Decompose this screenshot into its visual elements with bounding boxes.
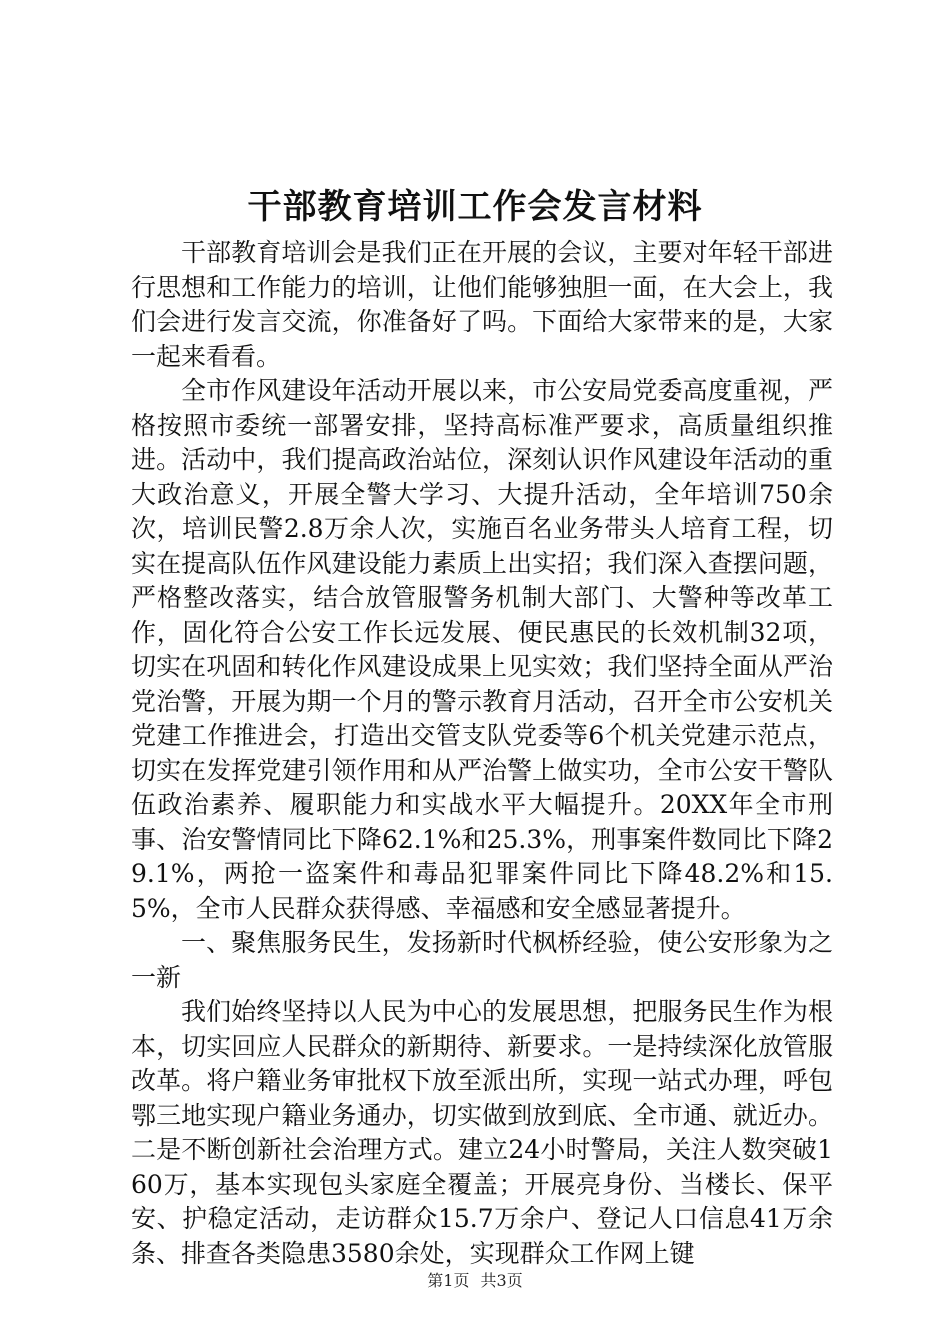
page-total: 共3页 (480, 1271, 523, 1290)
page-title: 干部教育培训工作会发言材料 (247, 187, 703, 227)
page-footer (0, 1270, 950, 1292)
paragraph-intro: 干部教育培训会是我们正在开展的会议，主要对年轻干部进行思想和工作能力的培训，让他们能够独胆一面，在大会上，我们会进行发言交流，你准备好了吗。下面给大家带来的是，大家一起来看看。 (131, 238, 833, 371)
page-number: 第1页 (427, 1271, 470, 1290)
paragraph-overview: 全市作风建设年活动开展以来，市公安局党委高度重视，严格按照市委统一部署安排，坚持高标准严要求，高质量组织推进。活动中，我们提高政治站位，深刻认识作风建设年活动的重大政治意义，开展全警大学习、大提升活动，全年培训750余次，培训民警2.8万余人次，实施百名业务带头人培育工程，切实在提高队伍作风建设能力素质上出实招；我们深入查摆问题，严格整改落实，结合放管服警务机制大部门、大警种等改革工作，固化符合公安工作长远发展、便民惠民的长效机制32项，切实在巩固和转化作风建设成果上见实效；我们坚持全面从严治党治警，开展为期一个月的警示教育月活动，召开全市公安机关党建工作推进会，打造出交管支队党委等6个机关党建示范点，切实在发挥党建引领作用和从严治警上做实功，全市公安干警队伍政治素养、履职能力和实战水平大幅提升。20XX年全市刑事、治安警情同比下降62.1%和25.3%，刑事案件数同比下降29.1%，两抢一盗案件和毒品犯罪案件同比下降48.2%和15.5%，全市人民群众获得感、幸福感和安全感显著提升。 (131, 376, 833, 923)
paragraph-section-1: 我们始终坚持以人民为中心的发展思想，把服务民生作为根本，切实回应人民群众的新期待、新要求。一是持续深化放管服改革。将户籍业务审批权下放至派出所，实现一站式办理，呼包鄂三地实现户籍业务通办，切实做到放到底、全市通、就近办。二是不断创新社会治理方式。建立24小时警局，关注人数突破160万，基本实现包头家庭全覆盖；开展亮身份、当楼长、保平安、护稳定活动，走访群众15.7万余户、登记人口信息41万余条、排查各类隐患3580余处，实现群众工作网上键 (131, 997, 833, 1268)
document-body (131, 236, 833, 1271)
section-heading-1: 一、聚焦服务民生，发扬新时代枫桥经验，使公安形象为之一新 (131, 928, 833, 992)
